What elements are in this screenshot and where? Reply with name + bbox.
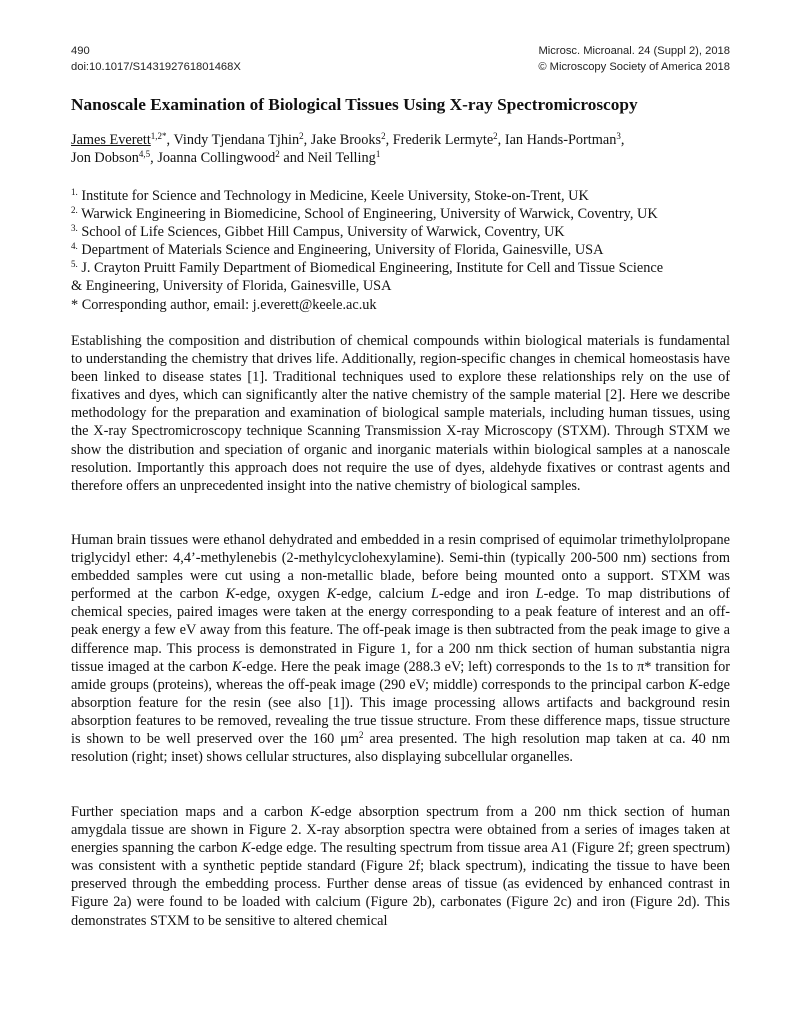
italic-k: K — [688, 676, 699, 693]
text-run: -edge absorption feature for the resin (see also [1]). This image processing allows artifacts and background resin absorption features to be removed, revealing the true tissue structure. From these difference maps, tissue structure is shown to be well preserved over the 160 μm — [71, 676, 730, 748]
text-run: -edge absorption spectrum from a 200 nm thick section of human amygdala tissue are shown in Figure 2. X-ray absorption spectra were obtained from a series of images taken at energies spanning the carbon — [71, 804, 730, 857]
doi: doi:10.1017/S143192761801468X — [71, 61, 241, 73]
journal-citation: Microsc. Microanal. 24 (Suppl 2), 2018 — [538, 45, 730, 57]
author-name: Jon Dobson — [71, 150, 139, 167]
author-name: Frederik Lermyte — [392, 132, 494, 148]
author-line-1 — [71, 131, 751, 149]
text-run: Further speciation maps and a carbon — [71, 804, 311, 820]
affiliation-4 — [71, 241, 741, 259]
paper-title: Nanoscale Examination of Biological Tissues Using X-ray Spectromicroscopy — [71, 95, 638, 114]
body-paragraph-1: Establishing the composition and distribution of chemical compounds within biological materials is fundamental to understanding the chemistry that drives life. Additionally, region-specific changes in chemical homeostasis have been linked to disease states [1]. Traditional techniques used to explore these relationships rely on the use of fixatives and dyes, which can significantly alter the native chemistry of the sample material [2]. Here we describe methodology for the preparation and examination of biological sample materials, including human tissues, using the X-ray Spectromicroscopy technique Scanning Transmission X-ray Microscopy (STXM). Through STXM we show the distribution and speciation of organic and inorganic materials within biological samples at a nanoscale resolution. Importantly this approach does not require the use of dyes, aldehyde fixatives or contrast agents and therefore offers an unprecedented insight into the native chemistry of biological samples. — [71, 333, 730, 494]
author-name: Ian Hands-Portman — [504, 132, 617, 148]
affiliation-number: 2. — [71, 205, 78, 216]
affiliation-number: 3. — [71, 223, 78, 234]
author-affil: 2 — [493, 131, 498, 141]
italic-l: L — [535, 586, 544, 603]
separator: , — [303, 132, 311, 148]
affiliation-text: Institute for Science and Technology in Medicine, Keele University, Stoke-on-Trent, UK — [77, 188, 589, 204]
italic-k: K — [241, 840, 251, 857]
separator: and — [279, 150, 308, 167]
affiliation-1 — [71, 187, 741, 205]
page-number: 490 — [71, 45, 90, 57]
separator: , — [385, 132, 393, 148]
author-affil: 2 — [381, 131, 386, 141]
author-name: James Everett — [71, 132, 151, 148]
author-list — [71, 131, 751, 167]
text-run: -edge. To map distributions of chemical species, paired images were taken at the energy corresponding to a peak feature of interest and an off-peak energy a few eV away from this feature. The off-peak image is then subtracted from the peak image to give a difference map. This process is demonstrated in Figure 1, for a 200 nm thick section of human substantia nigra tissue imaged at the carbon — [71, 586, 730, 675]
separator: , — [620, 132, 625, 148]
italic-k: K — [326, 586, 337, 603]
corresponding-author: * Corresponding author, email: j.everett@keele.ac.uk — [71, 296, 377, 313]
separator: , — [150, 150, 158, 167]
author-affil: 2 — [299, 131, 304, 141]
author-name: Vindy Tjendana Tjhin — [173, 132, 300, 148]
text-run: -edge, calcium — [336, 586, 432, 603]
affiliation-text: & Engineering, University of Florida, Gainesville, USA — [71, 278, 392, 295]
text-run: -edge and iron — [439, 586, 536, 603]
affiliation-5-cont — [71, 277, 741, 295]
affiliation-5 — [71, 259, 741, 277]
author-name: Jake Brooks — [310, 132, 382, 148]
affiliation-3 — [71, 223, 741, 241]
affiliation-number: 5. — [71, 259, 78, 270]
body-paragraph-2 — [71, 531, 730, 766]
superscript: 2 — [359, 730, 364, 741]
author-name: Joanna Collingwood — [157, 150, 276, 167]
affiliation-2 — [71, 205, 741, 223]
affiliation-text: Department of Materials Science and Engineering, University of Florida, Gainesville, USA — [77, 242, 604, 259]
affiliation-number: 1. — [71, 187, 78, 197]
italic-k: K — [232, 658, 242, 675]
author-line-2 — [71, 149, 751, 167]
body-paragraph-3 — [71, 803, 730, 930]
text-run: -edge edge. The resulting spectrum from tissue area A1 (Figure 2f; green spectrum) was consistent with a synthetic peptide standard (Figure 2f; black spectrum), indicating the tissue to have been preserved through the embedding process. Further dense areas of tissue (as evidenced by enhanced contrast in Figure 2a) were found to be loaded with calcium (Figure 2b), carbonates (Figure 2c) and iron (Figure 2d). This demonstrates STXM to be sensitive to altered chemical — [71, 840, 730, 929]
affiliation-text: Warwick Engineering in Biomedicine, School of Engineering, University of Warwick, Coventry, UK — [77, 206, 658, 223]
author-affil: 2 — [275, 149, 280, 160]
italic-k: K — [225, 586, 236, 603]
affiliation-list — [71, 187, 741, 314]
affiliation-text: J. Crayton Pruitt Family Department of Biomedical Engineering, Institute for Cell and Tissue Science — [77, 260, 664, 277]
author-affil: 4,5 — [138, 149, 151, 160]
separator: , — [497, 132, 505, 148]
text-run: area presented. The high resolution map taken at ca. 40 nm resolution (right; inset) shows cellular structures, also displaying subcellular organelles. — [71, 731, 730, 766]
text-run: -edge. Here the peak image (288.3 eV; left) corresponds to the 1s to π* transition for amide groups (proteins), whereas the off-peak image (290 eV; middle) corresponds to the principal carbon — [71, 658, 731, 693]
author-affil: 1 — [375, 149, 381, 160]
italic-k: K — [310, 804, 320, 820]
affiliation-number: 4. — [71, 241, 78, 252]
italic-l: L — [431, 586, 439, 603]
author-affil: 1,2* — [150, 131, 167, 141]
text-run: Human brain tissues were ethanol dehydrated and embedded in a resin comprised of equimolar trimethylolpropane triglycidyl ether: 4,4’-methylenebis (2-methylcyclohexylamine). Semi-thin (typically 200-500 nm) sections from embedded samples were cut using a non-metallic blade, before being mounted onto a support. STXM was performed at the carbon — [71, 532, 730, 603]
separator: , — [166, 132, 174, 148]
author-affil: 3 — [616, 131, 621, 141]
author-name: Neil Telling — [307, 150, 376, 167]
copyright: © Microscopy Society of America 2018 — [538, 61, 730, 73]
affiliation-text: School of Life Sciences, Gibbet Hill Campus, University of Warwick, Coventry, UK — [77, 224, 565, 241]
text-run: -edge, oxygen — [235, 586, 327, 603]
